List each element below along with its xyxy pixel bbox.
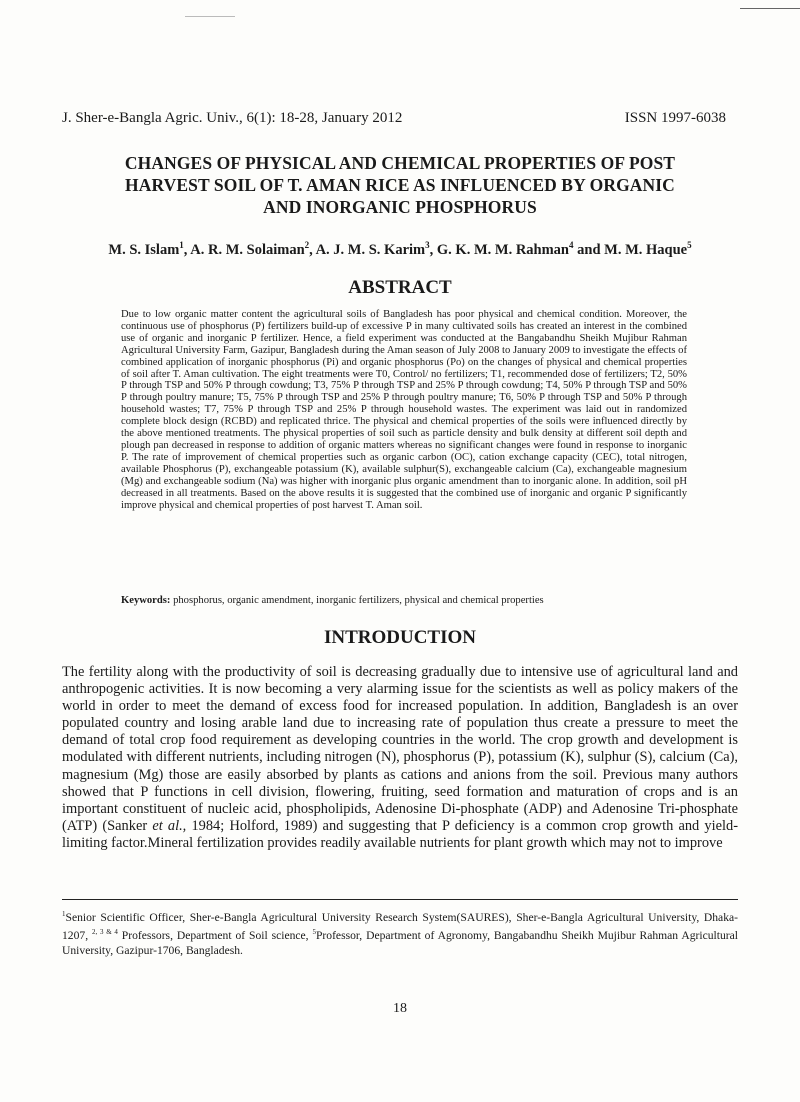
introduction-text-part-2: 1984; Holford, 1989) and suggesting that P deficiency is a common crop growth and yield-limiting factor.Mineral fertilization provides readily available nutrients for plant growth which may not to improve bbox=[62, 817, 738, 851]
author-1: M. S. Islam bbox=[108, 241, 180, 258]
journal-citation: J. Sher-e-Bangla Agric. Univ., 6(1): 18-28, January 2012 bbox=[62, 110, 403, 126]
author-4-affiliation: 4 bbox=[569, 240, 574, 250]
affiliation-footnote bbox=[62, 907, 738, 958]
footnote-divider bbox=[62, 899, 738, 900]
footnote-mark-2: 2, 3 & 4 bbox=[91, 927, 118, 936]
footnote-mark-3: 5 bbox=[312, 927, 316, 936]
scan-edge-line bbox=[740, 8, 800, 9]
title-line-1: CHANGES OF PHYSICAL AND CHEMICAL PROPERTIES OF POST bbox=[124, 153, 676, 173]
author-1-affiliation: 1 bbox=[179, 240, 184, 250]
footnote-text-2: Professors, Department of Soil science, bbox=[117, 928, 313, 942]
footnote-mark-1: 1 bbox=[62, 910, 66, 918]
author-2-affiliation: 2 bbox=[304, 240, 310, 250]
introduction-heading: INTRODUCTION bbox=[323, 627, 477, 648]
abstract-heading: ABSTRACT bbox=[348, 277, 452, 298]
running-header bbox=[62, 110, 726, 127]
title-line-3: AND INORGANIC PHOSPHORUS bbox=[263, 197, 537, 217]
author-3-affiliation: 3 bbox=[425, 240, 430, 250]
introduction-text bbox=[62, 664, 738, 852]
title-line-2: HARVEST SOIL OF T. AMAN RICE AS INFLUENCED BY ORGANIC bbox=[125, 175, 675, 195]
author-5-affiliation: 5 bbox=[687, 240, 692, 250]
paper-title bbox=[70, 152, 730, 218]
author-5: and M. M. Haque bbox=[573, 241, 688, 258]
footnote-text-1: Senior Scientific Officer, Sher-e-Bangla Agricultural University Research System(SAURES), Sher-e-Bangla Agricultural University, Dhaka-1207, bbox=[62, 910, 738, 942]
footnote-text-3: Professor, Department of Agronomy, Bangabandhu Sheikh Mujibur Rahman Agricultural University, Gazipur-1706, Bangladesh. bbox=[62, 928, 738, 957]
abstract-text: Due to low organic matter content the agricultural soils of Bangladesh has poor physical and chemical condition. Moreover, the continuous use of phosphorus (P) fertilizers build-up of excessive P in many cultivated soils has created an interest in the combined use of organic and inorganic P fertilizer. Hence, a field experiment was conducted at the Bangabandhu Sheikh Mujibur Rahman Agricultural University Farm, Gazipur, Bangladesh during the Aman season of July 2008 to January 2009 to investigate the effects of combined application of inorganic phosphorus (Pi) and organic phosphorus (Po) on the changes of physical and chemical properties of soil after T. Aman cultivation. The eight treatments were T0, Control/ no fertilizers; T1, recommended dose of fertilizers; T2, 50% P through TSP and 50% P through cowdung; T3, 75% P through TSP and 25% P through cowdung; T4, 50% P through TSP and 50% P through poultry manure; T5, 75% P through TSP and 25% P through poultry manure; T6, 50% P through TSP and 50% P through household wastes; T7, 75% P through TSP and 25% P through household wastes. The experiment was laid out in randomized complete block design (RCBD) and replicated thrice. The physical and chemical properties of the soils were influenced directly by the above mentioned treatments. The physical properties of soil such as particle density and bulk density at different soil depth and plough pan decreased in response to addition of organic matters whereas no significant changes were found in response to inorganic P. The rate of improvement of chemical properties such as organic carbon (OC), cation exchange capacity (CEC), total nitrogen, available Phosphorus (P), exchangeable potassium (K), available sulphur(S), exchangeable calcium (Ca), exchangeable magnesium (Mg) and exchangeable sodium (Na) was higher with inorganic plus organic amendment than to inorganic alone. In addition, soil pH decreased in all treatments. Based on the above results it is suggested that the combined use of inorganic and organic P significantly improve physical and chemical properties of post harvest T. Aman soil. bbox=[121, 309, 687, 511]
keywords bbox=[121, 595, 687, 606]
keywords-text: phosphorus, organic amendment, inorganic fertilizers, physical and chemical properties bbox=[170, 595, 544, 606]
scan-edge-line-faint bbox=[185, 16, 235, 17]
issn: ISSN 1997-6038 bbox=[624, 110, 726, 126]
author-list bbox=[60, 240, 740, 259]
author-4: , G. K. M. M. Rahman bbox=[429, 241, 569, 258]
introduction-text-part-1: The fertility along with the productivity of soil is decreasing gradually due to intensive use of agricultural land and anthropogenic activities. It is now becoming a very alarming issue for the scientists as well as policy makers of the world in order to meet the demand of excess food for increased population. In addition, Bangladesh is an over populated country and losing arable land due to increasing rate of population thus create a pressure to meet the demand of total crop food requirement as developing countries in the world. The crop growth and development is modulated with different nutrients, including nitrogen (N), phosphorus (P), potassium (K), sulphur (S), calcium (Ca), magnesium (Mg) those are easily absorbed by plants as cations and anions from the soil. Previous many authors showed that P functions in cell division, flowering, fruiting, seed formation and maturation of crops and is an important constituent of nucleic acid, phospholipids, Adenosine Di-phosphate (ADP) and Adenosine Tri-phosphate (ATP) (Sanker bbox=[62, 664, 738, 834]
citation-et-al: et al., bbox=[152, 817, 187, 834]
keywords-label: Keywords: bbox=[121, 595, 171, 606]
author-2: , A. R. M. Solaiman bbox=[183, 241, 305, 258]
page-number: 18 bbox=[393, 1001, 407, 1016]
author-3: , A. J. M. S. Karim bbox=[309, 241, 426, 258]
